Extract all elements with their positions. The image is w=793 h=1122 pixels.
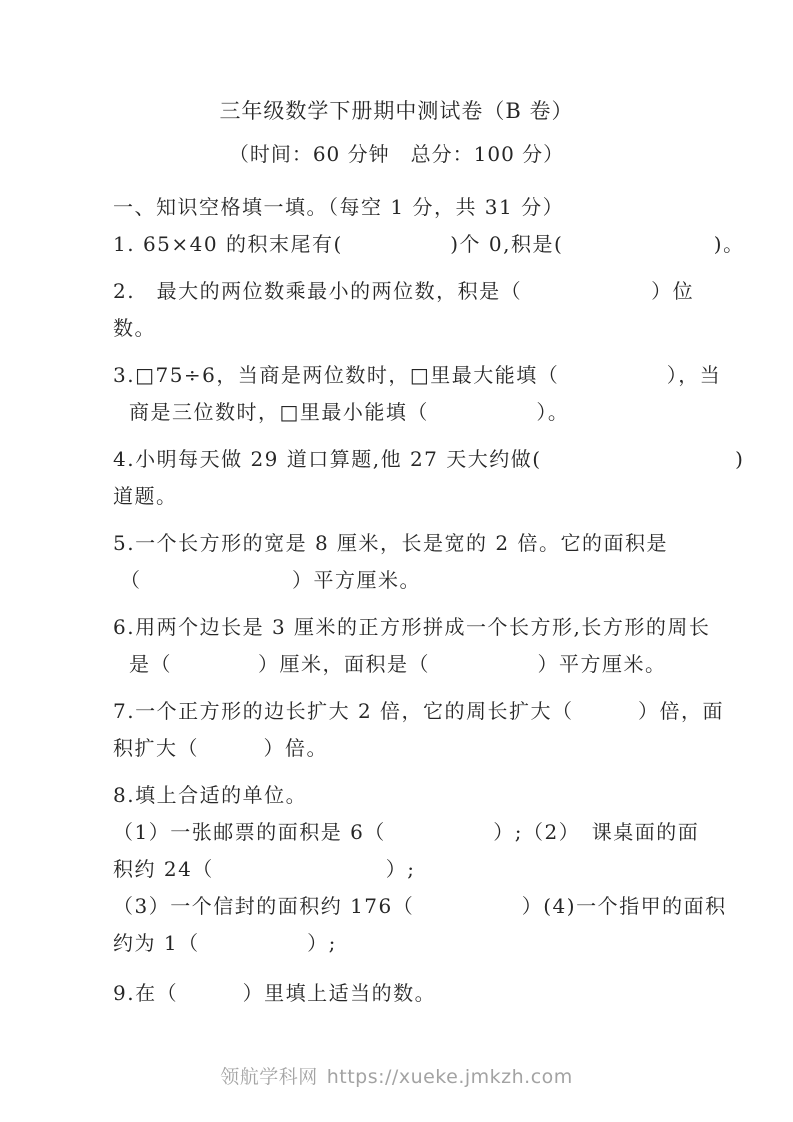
question-8-sub-1-2-line-1: （1）一张邮票的面积是 6（ ）;（2） 课桌面的面 (113, 820, 700, 844)
question-7-line-2: 积扩大（ ）倍。 (113, 736, 328, 760)
paper-title: 三年级数学下册期中测试卷（B 卷） (219, 99, 574, 123)
question-8-sub-4-line-2: 约为 1（ ）; (113, 931, 337, 955)
question-2-line-2: 数。 (113, 316, 156, 340)
question-6-line-1: 6.用两个边长是 3 厘米的正方形拼成一个长方形,长方形的周长 (113, 615, 711, 639)
section-one-heading: 一、知识空格填一填。（每空 1 分，共 31 分） (113, 195, 565, 219)
question-4-line-2: 道题。 (113, 484, 178, 508)
question-7-line-1: 7.一个正方形的边长扩大 2 倍，它的周长扩大（ ）倍，面 (113, 699, 725, 723)
question-4-line-1: 4.小明每天做 29 道口算题,他 27 天大约做( ) (113, 447, 745, 471)
watermark-url: https://xueke.jmkzh.com (326, 1066, 573, 1088)
watermark-site-name: 领航学科网 (220, 1066, 318, 1088)
questions-body (0, 226, 793, 1012)
question-5-line-2: （ ）平方厘米。 (120, 568, 421, 592)
question-5-line-1: 5.一个长方形的宽是 8 厘米，长是宽的 2 倍。它的面积是 (113, 531, 668, 555)
question-8-sub-3-4-line-1: （3）一个信封的面积约 176（ ）(4)一个指甲的面积 (113, 894, 727, 918)
question-2-line-1: 2. 最大的两位数乘最小的两位数，积是（ ）位 (113, 279, 695, 303)
question-3-line-1: 3.□75÷6，当商是两位数时，□里最大能填（ ），当 (113, 363, 722, 387)
question-6-line-2: 是（ ）厘米，面积是（ ）平方厘米。 (129, 652, 667, 676)
question-3-line-2: 商是三位数时，□里最小能填（ ）。 (129, 400, 570, 424)
watermark-footer (0, 1062, 793, 1089)
question-8-sub-2-line-2: 积约 24（ ）; (113, 857, 416, 881)
question-1-line-1: 1. 65×40 的积末尾有( )个 0,积是( )。 (113, 232, 745, 256)
question-8-intro: 8.填上合适的单位。 (113, 783, 308, 807)
question-9-line-1: 9.在（ ）里填上适当的数。 (113, 981, 437, 1005)
paper-subtitle: （时间：60 分钟 总分：100 分） (228, 142, 565, 166)
